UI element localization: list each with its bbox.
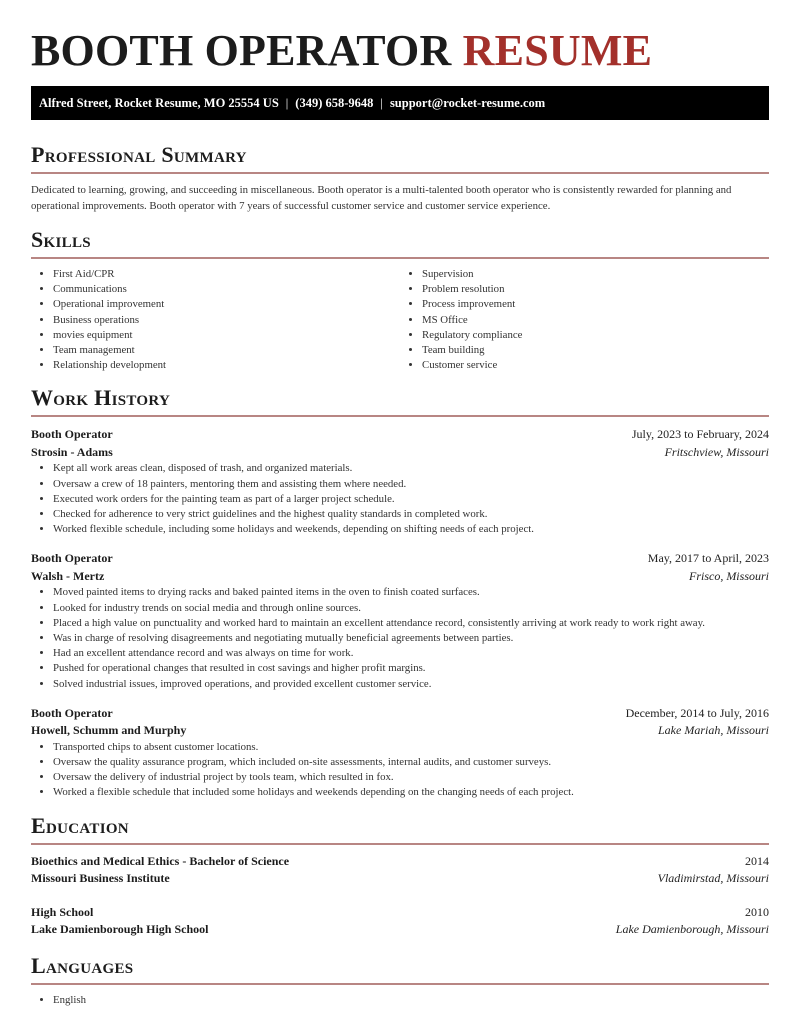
job-bullet: • Worked a flexible schedule that included some holidays and weekends depending on the changing needs of each project. (53, 785, 769, 800)
skills-columns (31, 267, 769, 373)
skill-item: • Communications (53, 282, 400, 297)
title-accent: RESUME (462, 26, 653, 75)
contact-phone: (349) 658-9648 (295, 96, 374, 110)
skill-item: • Process improvement (422, 297, 769, 312)
contact-bar (31, 86, 769, 120)
job-bullet: • Was in charge of resolving disagreements and negotiating mutually beneficial agreements between parties. (53, 631, 769, 646)
job-bullet: • Oversaw the delivery of industrial project by tools team, which resulted in fox. (53, 770, 769, 785)
education-location: Lake Damienborough, Missouri (615, 922, 769, 937)
job-entry (31, 426, 769, 537)
skill-item: • Business operations (53, 313, 400, 328)
job-bullet: • Pushed for operational changes that resulted in cost savings and higher profit margins. (53, 661, 769, 676)
skill-item: • movies equipment (53, 328, 400, 343)
education-school: Missouri Business Institute (31, 871, 170, 886)
title-main: BOOTH OPERATOR (31, 26, 452, 75)
job-dates: July, 2023 to February, 2024 (631, 427, 769, 442)
job-role: Booth Operator (31, 551, 113, 566)
skills-list-left (31, 267, 400, 373)
contact-separator: | (285, 96, 289, 110)
job-role: Booth Operator (31, 427, 113, 442)
job-bullet: • Solved industrial issues, improved operations, and provided excellent customer service. (53, 677, 769, 692)
skill-item: • First Aid/CPR (53, 267, 400, 282)
education-degree: Bioethics and Medical Ethics - Bachelor of Science (31, 853, 290, 868)
job-bullets (31, 585, 769, 691)
job-bullet: • Executed work orders for the painting team as part of a larger project schedule. (53, 492, 769, 507)
job-bullet: • Had an excellent attendance record and was always on time for work. (53, 646, 769, 661)
skill-item: • Supervision (422, 267, 769, 282)
section-divider (31, 257, 769, 259)
job-company: Howell, Schumm and Murphy (31, 723, 187, 738)
job-company: Walsh - Mertz (31, 568, 105, 583)
skill-item: • Regulatory compliance (422, 328, 769, 343)
contact-email[interactable]: support@rocket-resume.com (389, 96, 546, 110)
job-bullet: • Transported chips to absent customer locations. (53, 740, 769, 755)
section-languages (31, 953, 769, 1008)
job-bullet: • Checked for adherence to very strict guidelines and the highest quality standards in completed work. (53, 507, 769, 522)
education-year: 2014 (745, 853, 769, 868)
job-bullet: • Kept all work areas clean, disposed of trash, and organized materials. (53, 461, 769, 476)
skill-item: • Operational improvement (53, 297, 400, 312)
skill-item: • Customer service (422, 358, 769, 373)
job-location: Frisco, Missouri (688, 568, 769, 583)
job-bullet: • Oversaw the quality assurance program, which included on-site assessments, internal audits, and customer surveys. (53, 755, 769, 770)
job-bullet: • Worked flexible schedule, including some holidays and weekends, depending on shifting needs of each project. (53, 522, 769, 537)
section-divider (31, 983, 769, 985)
job-bullet: • Placed a high value on punctuality and worked hard to maintain an excellent attendance record, consistently arriving at work ready to work right away. (53, 616, 769, 631)
section-divider (31, 172, 769, 174)
section-divider (31, 843, 769, 845)
job-dates: December, 2014 to July, 2016 (625, 705, 769, 720)
job-location: Fritschview, Missouri (664, 444, 769, 459)
section-title: Education (31, 812, 129, 838)
education-location: Vladimirstad, Missouri (657, 871, 769, 886)
education-school: Lake Damienborough High School (31, 922, 209, 937)
job-bullets (31, 461, 769, 537)
education-entry (31, 904, 769, 939)
section-title: Professional Summary (31, 142, 247, 167)
section-summary (31, 142, 769, 214)
skill-item: • Problem resolution (422, 282, 769, 297)
contact-address: Alfred Street, Rocket Resume, MO 25554 US (39, 96, 279, 110)
section-skills (31, 227, 769, 373)
language-item: • English (53, 993, 769, 1008)
education-entry (31, 853, 769, 888)
resume-title (31, 0, 769, 77)
section-divider (31, 415, 769, 417)
section-education (31, 813, 769, 939)
skills-list-right (400, 267, 769, 373)
job-entry (31, 550, 769, 691)
skill-item: • Team management (53, 343, 400, 358)
section-title: Work History (31, 385, 171, 411)
contact-separator: | (380, 96, 383, 110)
job-location: Lake Mariah, Missouri (658, 723, 769, 738)
section-work-history (31, 385, 769, 800)
summary-text: Dedicated to learning, growing, and succeeding in miscellaneous. Booth operator is a multi-talented booth operator who is consistently rewarded for planning and operational improvements. Booth operator with 7 years of successful customer service and customer service experience. (31, 184, 732, 212)
job-bullet: • Moved painted items to drying racks and baked painted items in the oven to finish coated surfaces. (53, 585, 769, 600)
job-role: Booth Operator (31, 705, 113, 720)
education-degree: High School (31, 904, 94, 919)
job-dates: May, 2017 to April, 2023 (647, 551, 769, 566)
section-title: Skills (31, 227, 91, 252)
job-bullet: • Looked for industry trends on social media and through online sources. (53, 601, 769, 616)
languages-list (31, 993, 769, 1008)
job-bullets (31, 740, 769, 801)
education-year: 2010 (745, 904, 769, 919)
section-title: Languages (31, 952, 134, 978)
job-company: Strosin - Adams (31, 444, 113, 459)
job-bullet: • Oversaw a crew of 18 painters, mentoring them and assisting them where needed. (53, 477, 769, 492)
skill-item: • Relationship development (53, 358, 400, 373)
skill-item: • MS Office (422, 313, 769, 328)
skill-item: • Team building (422, 343, 769, 358)
job-entry (31, 705, 769, 801)
